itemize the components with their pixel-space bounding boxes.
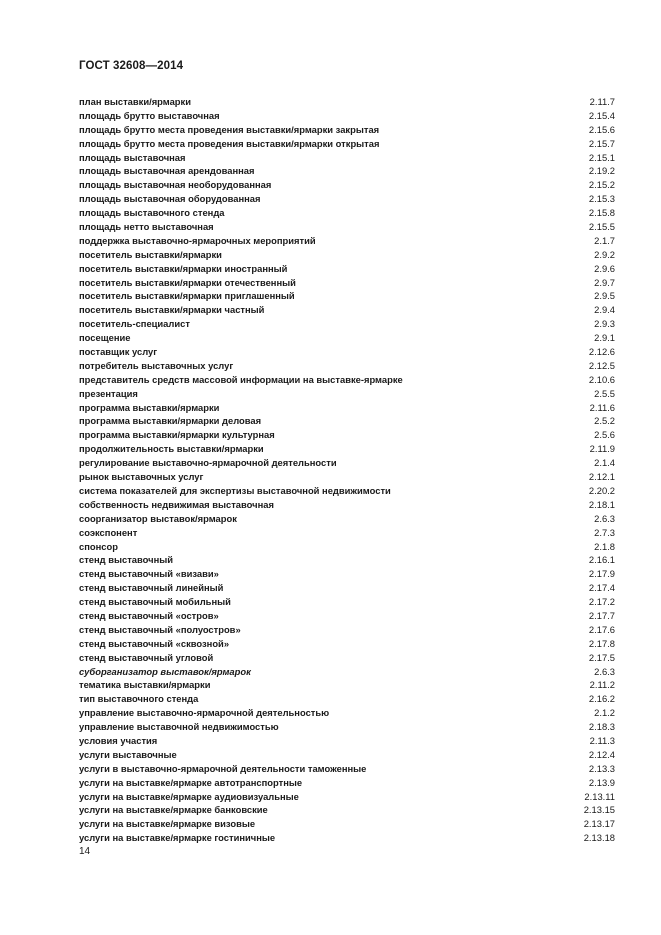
index-entry — [79, 303, 615, 317]
index-term: спонсор — [79, 540, 118, 552]
index-term: услуги на выставке/ярмарке аудиовизуальные — [79, 790, 299, 802]
index-term: управление выставочной недвижимостью — [79, 721, 279, 733]
index-term: площадь выставочная оборудованная — [79, 193, 261, 205]
index-reference: 2.17.6 — [588, 623, 615, 635]
index-entry — [79, 762, 615, 776]
index-reference: 2.1.2 — [594, 707, 615, 719]
index-entry — [79, 637, 615, 651]
index-entry — [79, 123, 615, 137]
index-reference: 2.12.6 — [588, 346, 615, 358]
index-entry — [79, 401, 615, 415]
index-reference: 2.9.2 — [594, 248, 615, 260]
index-term: программа выставки/ярмарки культурная — [79, 429, 275, 441]
index-entry — [79, 234, 615, 248]
index-entry — [79, 248, 615, 262]
index-reference: 2.17.8 — [588, 637, 615, 649]
index-reference: 2.11.3 — [589, 734, 615, 746]
index-reference: 2.12.5 — [588, 359, 615, 371]
index-reference: 2.17.5 — [588, 651, 615, 663]
index-term: услуги на выставке/ярмарке автотранспортные — [79, 776, 303, 788]
index-term: стенд выставочный «сквозной» — [79, 637, 230, 649]
index-entry — [79, 665, 615, 679]
index-reference: 2.13.11 — [584, 790, 615, 802]
index-term: стенд выставочный — [79, 554, 174, 566]
index-entry — [79, 678, 615, 692]
index-term: стенд выставочный линейный — [79, 582, 224, 594]
index-term: посетитель выставки/ярмарки — [79, 248, 222, 260]
index-reference: 2.15.8 — [588, 207, 615, 219]
index-entry — [79, 581, 615, 595]
index-entry — [79, 331, 615, 345]
index-reference: 2.12.4 — [588, 748, 615, 760]
index-term: тематика выставки/ярмарки — [79, 679, 211, 691]
index-entry — [79, 178, 615, 192]
index-term: поставщик услуг — [79, 346, 158, 358]
index-reference: 2.5.2 — [594, 415, 615, 427]
index-reference: 2.11.2 — [589, 679, 615, 691]
index-term: площадь выставочная — [79, 151, 186, 163]
index-term: соэкспонент — [79, 526, 138, 538]
index-entry — [79, 317, 615, 331]
index-reference: 2.13.15 — [583, 804, 615, 816]
index-reference: 2.6.3 — [594, 665, 615, 677]
index-term: посетитель-специалист — [79, 318, 190, 330]
index-entry — [79, 692, 615, 706]
index-reference: 2.17.7 — [588, 609, 615, 621]
index-reference: 2.11.7 — [589, 96, 615, 107]
index-term: стенд выставочный «полуостров» — [79, 623, 241, 635]
index-entry — [79, 720, 615, 734]
index-reference: 2.15.3 — [588, 193, 615, 205]
index-term: услуги на выставке/ярмарке гостиничные — [79, 832, 276, 844]
index-reference: 2.15.2 — [588, 179, 615, 191]
index-entry — [79, 553, 615, 567]
index-entry — [79, 470, 615, 484]
index-entry — [79, 567, 615, 581]
index-reference: 2.5.5 — [594, 387, 615, 399]
index-term: потребитель выставочных услуг — [79, 359, 234, 371]
index-entry — [79, 192, 615, 206]
index-entry — [79, 95, 615, 109]
index-term: стенд выставочный «визави» — [79, 568, 219, 580]
index-reference: 2.1.4 — [594, 457, 615, 469]
document-header: ГОСТ 32608—2014 — [79, 60, 184, 72]
index-reference: 2.9.4 — [594, 304, 615, 316]
index-entry — [79, 345, 615, 359]
index-entry — [79, 748, 615, 762]
index-term: услуги на выставке/ярмарке банковские — [79, 804, 268, 816]
index-term: стенд выставочный угловой — [79, 651, 214, 663]
index-term: регулирование выставочно-ярмарочной деятельности — [79, 457, 337, 469]
index-term: стенд выставочный мобильный — [79, 596, 231, 608]
index-reference: 2.18.3 — [588, 721, 615, 733]
index-reference: 2.15.7 — [588, 137, 615, 149]
index-reference: 2.13.9 — [588, 776, 615, 788]
index-entry — [79, 498, 615, 512]
index-term: услуги на выставке/ярмарке визовые — [79, 818, 256, 830]
index-entry — [79, 289, 615, 303]
index-entry — [79, 609, 615, 623]
index-reference: 2.16.1 — [588, 554, 615, 566]
index-entry — [79, 512, 615, 526]
index-reference: 2.18.1 — [588, 498, 615, 510]
index-entry — [79, 442, 615, 456]
index-reference: 2.1.8 — [594, 540, 615, 552]
index-reference: 2.9.3 — [594, 318, 615, 330]
index-reference: 2.19.2 — [588, 165, 615, 177]
index-reference: 2.15.6 — [588, 123, 615, 135]
index-reference: 2.13.17 — [583, 818, 615, 830]
index-entry — [79, 817, 615, 831]
index-term: посетитель выставки/ярмарки приглашенный — [79, 290, 295, 302]
index-term: суборганизатор выставок/ярмарок — [79, 665, 251, 677]
index-entry — [79, 456, 615, 470]
index-term: программа выставки/ярмарки деловая — [79, 415, 262, 427]
index-term: площадь выставочная арендованная — [79, 165, 255, 177]
index-entry — [79, 359, 615, 373]
index-term: услуги выставочные — [79, 748, 177, 760]
index-term: поддержка выставочно-ярмарочных мероприятий — [79, 234, 316, 246]
index-reference: 2.17.4 — [588, 582, 615, 594]
index-term: стенд выставочный «остров» — [79, 609, 219, 621]
page-number: 14 — [79, 846, 91, 857]
index-reference: 2.9.7 — [594, 276, 615, 288]
index-term: план выставки/ярмарки — [79, 96, 191, 107]
index-entry — [79, 276, 615, 290]
index-term: площадь брутто места проведения выставки/ярмарки закрытая — [79, 123, 380, 135]
index-entry — [79, 373, 615, 387]
index-reference: 2.13.18 — [583, 832, 615, 844]
index-term: площадь нетто выставочная — [79, 221, 214, 233]
index-reference: 2.7.3 — [594, 526, 615, 538]
index-entry — [79, 734, 615, 748]
index-term: соорганизатор выставок/ярмарок — [79, 512, 237, 524]
index-reference: 2.20.2 — [588, 484, 615, 496]
index-entry — [79, 109, 615, 123]
index-term: собственность недвижимая выставочная — [79, 498, 274, 510]
index-reference: 2.16.2 — [588, 693, 615, 705]
index-term: программа выставки/ярмарки — [79, 401, 220, 413]
index-reference: 2.15.4 — [588, 109, 615, 121]
index-term: площадь выставочная необорудованная — [79, 179, 272, 191]
index-entry — [79, 776, 615, 790]
index-entry — [79, 428, 615, 442]
index-entry — [79, 151, 615, 165]
index-entry — [79, 706, 615, 720]
index-entry — [79, 414, 615, 428]
index-entry — [79, 262, 615, 276]
index-entry — [79, 220, 615, 234]
index-term: система показателей для экспертизы выставочной недвижимости — [79, 484, 391, 496]
index-entry — [79, 790, 615, 804]
index-reference: 2.11.9 — [589, 443, 615, 455]
index-reference: 2.10.6 — [588, 373, 615, 385]
index-reference: 2.9.1 — [594, 332, 615, 344]
index-reference: 2.13.3 — [588, 762, 615, 774]
index-term: условия участия — [79, 734, 158, 746]
index-reference: 2.9.6 — [594, 262, 615, 274]
index-term: посетитель выставки/ярмарки отечественный — [79, 276, 296, 288]
index-entry — [79, 526, 615, 540]
alphabetical-index — [79, 95, 615, 845]
index-reference: 2.6.3 — [594, 512, 615, 524]
index-term: рынок выставочных услуг — [79, 471, 204, 483]
index-entry — [79, 387, 615, 401]
index-term: площадь брутто выставочная — [79, 109, 220, 121]
index-term: посетитель выставки/ярмарки частный — [79, 304, 265, 316]
index-term: услуги в выставочно-ярмарочной деятельности таможенные — [79, 762, 367, 774]
index-term: тип выставочного стенда — [79, 693, 199, 705]
index-reference: 2.17.9 — [588, 568, 615, 580]
index-entry — [79, 484, 615, 498]
index-reference: 2.15.1 — [588, 151, 615, 163]
index-entry — [79, 803, 615, 817]
index-term: посещение — [79, 332, 131, 344]
index-entry — [79, 164, 615, 178]
index-term: презентация — [79, 387, 138, 399]
index-term: площадь выставочного стенда — [79, 207, 225, 219]
index-term: продолжительность выставки/ярмарки — [79, 443, 264, 455]
index-entry — [79, 137, 615, 151]
index-reference: 2.17.2 — [588, 596, 615, 608]
index-entry — [79, 623, 615, 637]
index-entry — [79, 206, 615, 220]
index-reference: 2.1.7 — [594, 234, 615, 246]
index-entry — [79, 595, 615, 609]
index-reference: 2.15.5 — [588, 221, 615, 233]
index-reference: 2.5.6 — [594, 429, 615, 441]
index-entry — [79, 831, 615, 845]
index-term: площадь брутто места проведения выставки/ярмарки открытая — [79, 137, 380, 149]
index-term: представитель средств массовой информации на выставке-ярмарке — [79, 373, 403, 385]
index-reference: 2.12.1 — [588, 471, 615, 483]
index-term: посетитель выставки/ярмарки иностранный — [79, 262, 288, 274]
index-term: управление выставочно-ярмарочной деятельностью — [79, 707, 330, 719]
index-reference: 2.11.6 — [589, 401, 615, 413]
index-entry — [79, 540, 615, 554]
index-reference: 2.9.5 — [594, 290, 615, 302]
index-entry — [79, 651, 615, 665]
